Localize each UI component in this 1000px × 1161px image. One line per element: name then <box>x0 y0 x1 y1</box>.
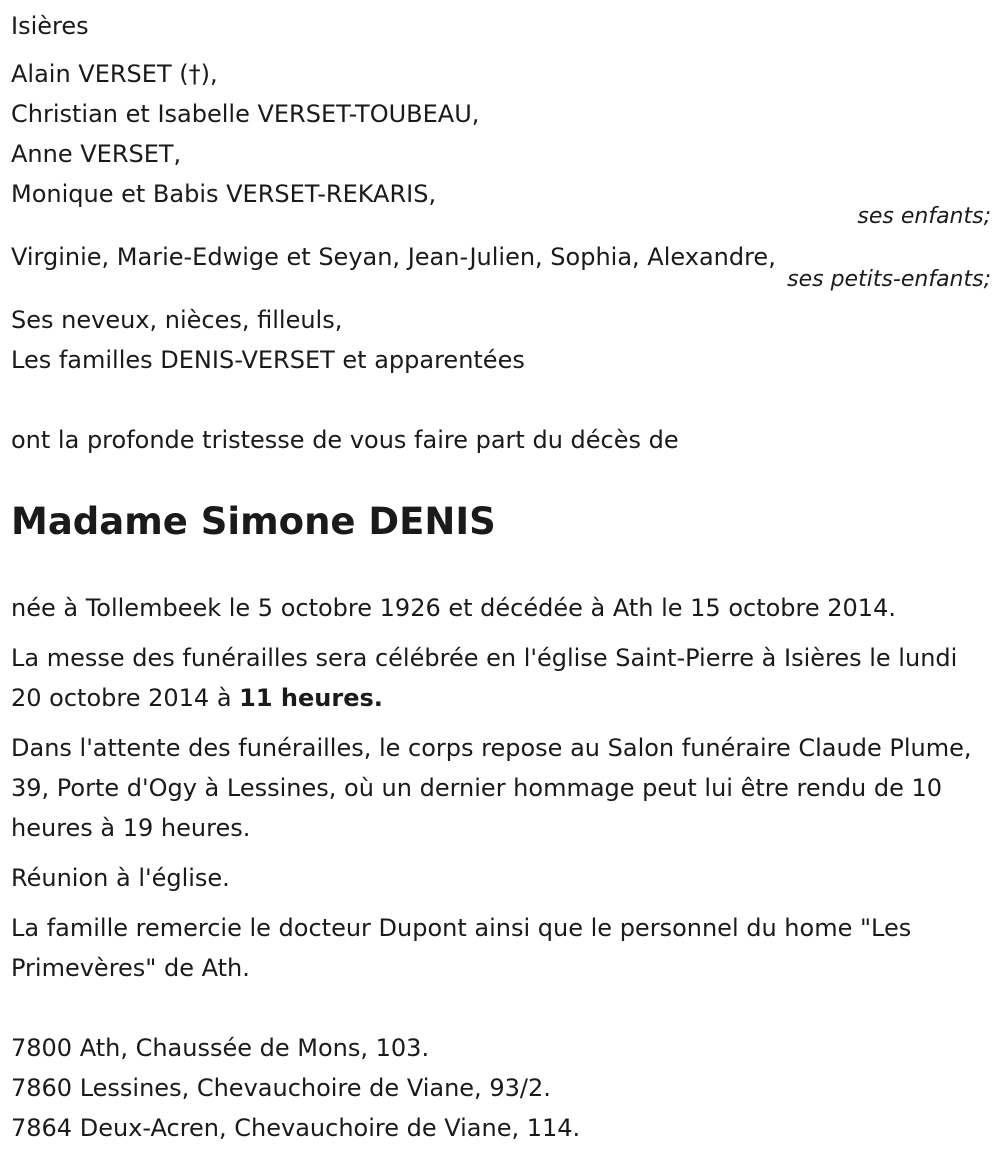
address-line-3: 7864 Deux-Acren, Chevauchoire de Viane, 114. <box>11 1114 581 1142</box>
others-line-1: Ses neveux, nièces, filleuls, <box>11 306 343 334</box>
address-line-2: 7860 Lessines, Chevauchoire de Viane, 93/2. <box>11 1074 551 1102</box>
meeting-line: Réunion à l'église. <box>11 864 230 892</box>
address-line-1: 7800 Ath, Chaussée de Mons, 103. <box>11 1034 430 1062</box>
child-line-4: Monique et Babis VERSET-REKARIS, <box>11 180 437 208</box>
place-header: Isières <box>11 12 89 40</box>
mass-text: La messe des funérailles sera célébrée en l'église Saint-Pierre à Isières le lundi 20 octobre 2014 à <box>11 644 958 712</box>
child-line-1: Alain VERSET (†), <box>11 60 218 88</box>
thanks-paragraph: La famille remercie le docteur Dupont ainsi que le personnel du home "Les Primevères" de Ath. <box>11 914 912 982</box>
children-label: ses enfants; <box>857 204 991 229</box>
mass-paragraph <box>11 638 986 718</box>
child-line-2: Christian et Isabelle VERSET-TOUBEAU, <box>11 100 480 128</box>
mass-time: 11 heures. <box>239 684 383 712</box>
grandchildren-label: ses petits-enfants; <box>787 267 991 292</box>
viewing-paragraph: Dans l'attente des funérailles, le corps repose au Salon funéraire Claude Plume, 39, Porte d'Ogy à Lessines, où un dernier hommage peut lui être rendu de 10 heures à 19 heures. <box>11 734 972 842</box>
announcement: ont la profonde tristesse de vous faire part du décès de <box>11 426 679 454</box>
child-line-3: Anne VERSET, <box>11 140 182 168</box>
deceased-name: Madame Simone DENIS <box>11 500 496 543</box>
birth-death: née à Tollembeek le 5 octobre 1926 et décédée à Ath le 15 octobre 2014. <box>11 594 896 622</box>
grandchildren-line: Virginie, Marie-Edwige et Seyan, Jean-Julien, Sophia, Alexandre, <box>11 243 776 271</box>
others-line-2: Les familles DENIS-VERSET et apparentées <box>11 346 525 374</box>
